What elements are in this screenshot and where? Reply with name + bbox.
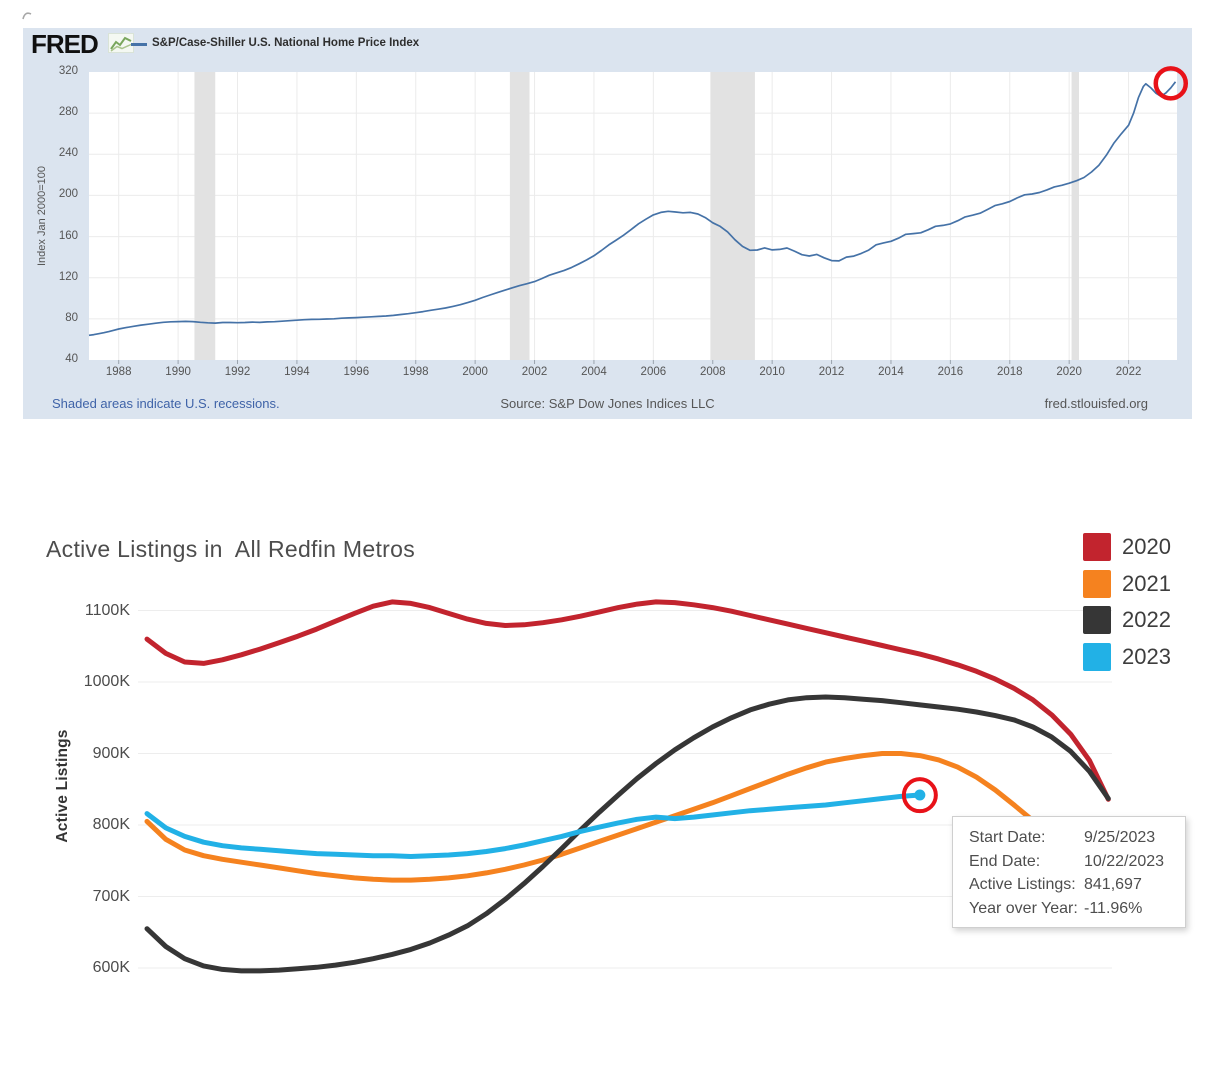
fred-x-tick-label: 1990 [165,366,191,378]
legend-swatch-2021 [1083,570,1111,598]
fred-y-tick-label: 240 [58,147,78,160]
fred-series-legend-label: S&P/Case-Shiller U.S. National Home Price Index [152,37,420,49]
fred-x-tick-label: 2004 [581,366,607,378]
fred-logo[interactable]: FRED [31,29,98,59]
fred-series-legend-dash [131,43,147,46]
fred-x-tick-label: 2018 [996,366,1023,378]
tooltip-label: End Date: [969,852,1041,870]
fred-y-tick-label: 120 [58,270,78,283]
legend-item-2022[interactable] [1083,606,1171,634]
legend-item-2020[interactable] [1083,533,1171,561]
fred-y-tick-label: 160 [58,229,78,242]
fred-y-tick-label: 280 [58,106,78,119]
legend-swatch-2022 [1083,606,1111,634]
legend-swatch-2023 [1083,643,1111,671]
redfin-y-tick-label: 900K [92,744,130,762]
fred-y-tick-label: 80 [65,311,78,324]
tooltip-row [969,873,1175,897]
tooltip-row [969,897,1175,921]
redfin-chart-title: Active Listings in All Redfin Metros [46,536,416,562]
legend-label-2023: 2023 [1122,643,1171,669]
tooltip-label: Year over Year: [969,899,1078,917]
series-end-marker[interactable] [914,789,925,800]
legend-item-2023[interactable] [1083,643,1171,671]
legend-swatch-2020 [1083,533,1111,561]
redfin-legend [1083,533,1171,679]
recession-note-link[interactable]: Shaded areas indicate U.S. recessions. [52,396,280,411]
redfin-y-axis-title: Active Listings [54,729,71,843]
tooltip-label: Active Listings: [969,876,1076,893]
tooltip-value: 10/22/2023 [1084,852,1165,870]
redfin-y-tick-label: 1000K [83,673,130,690]
data-point-tooltip [952,816,1186,928]
fred-x-tick-label: 1996 [343,366,370,378]
fred-x-tick-label: 1994 [284,366,310,378]
fred-x-tick-label: 2000 [462,366,488,378]
fred-y-tick-label: 40 [65,353,78,365]
fred-x-tick-label: 2006 [640,366,667,378]
tooltip-row [969,826,1175,850]
fred-y-tick-label: 320 [58,65,78,77]
fred-y-axis-title: Index Jan 2000=100 [36,165,48,267]
legend-label-2022: 2022 [1122,607,1171,632]
fred-x-tick-label: 2012 [818,366,845,378]
fred-x-tick-label: 2002 [521,366,548,378]
redfin-series-line-2023 [147,795,920,857]
fred-x-tick-label: 1988 [105,366,132,378]
fred-x-tick-label: 1992 [224,366,251,378]
tooltip-value: 9/25/2023 [1084,829,1156,846]
tooltip-row [969,850,1175,874]
tooltip-value: -11.96% [1084,899,1143,917]
legend-item-2021[interactable] [1083,570,1171,598]
fred-site-link[interactable]: fred.stlouisfed.org [1044,396,1148,411]
legend-label-2020: 2020 [1122,534,1171,559]
tooltip-label: Start Date: [969,829,1046,846]
fred-x-tick-label: 2020 [1056,366,1082,378]
fred-x-tick-label: 1998 [402,366,429,378]
legend-label-2021: 2021 [1122,570,1171,596]
redfin-y-tick-label: 700K [92,887,130,905]
source-note: Source: S&P Dow Jones Indices LLC [500,396,715,411]
screenshot-artifact [22,10,36,22]
fred-x-tick-label: 2014 [878,366,904,378]
redfin-plot[interactable] [0,430,1215,1084]
fred-y-tick-label: 200 [58,188,78,201]
fred-x-tick-label: 2016 [937,366,964,378]
redfin-y-tick-label: 800K [92,816,130,833]
redfin-y-tick-label: 600K [92,959,130,976]
fred-x-tick-label: 2008 [699,366,726,378]
tooltip-value: 841,697 [1084,876,1142,893]
fred-x-tick-label: 2022 [1115,366,1142,378]
redfin-y-tick-label: 1100K [84,601,130,619]
fred-x-tick-label: 2010 [759,366,785,378]
